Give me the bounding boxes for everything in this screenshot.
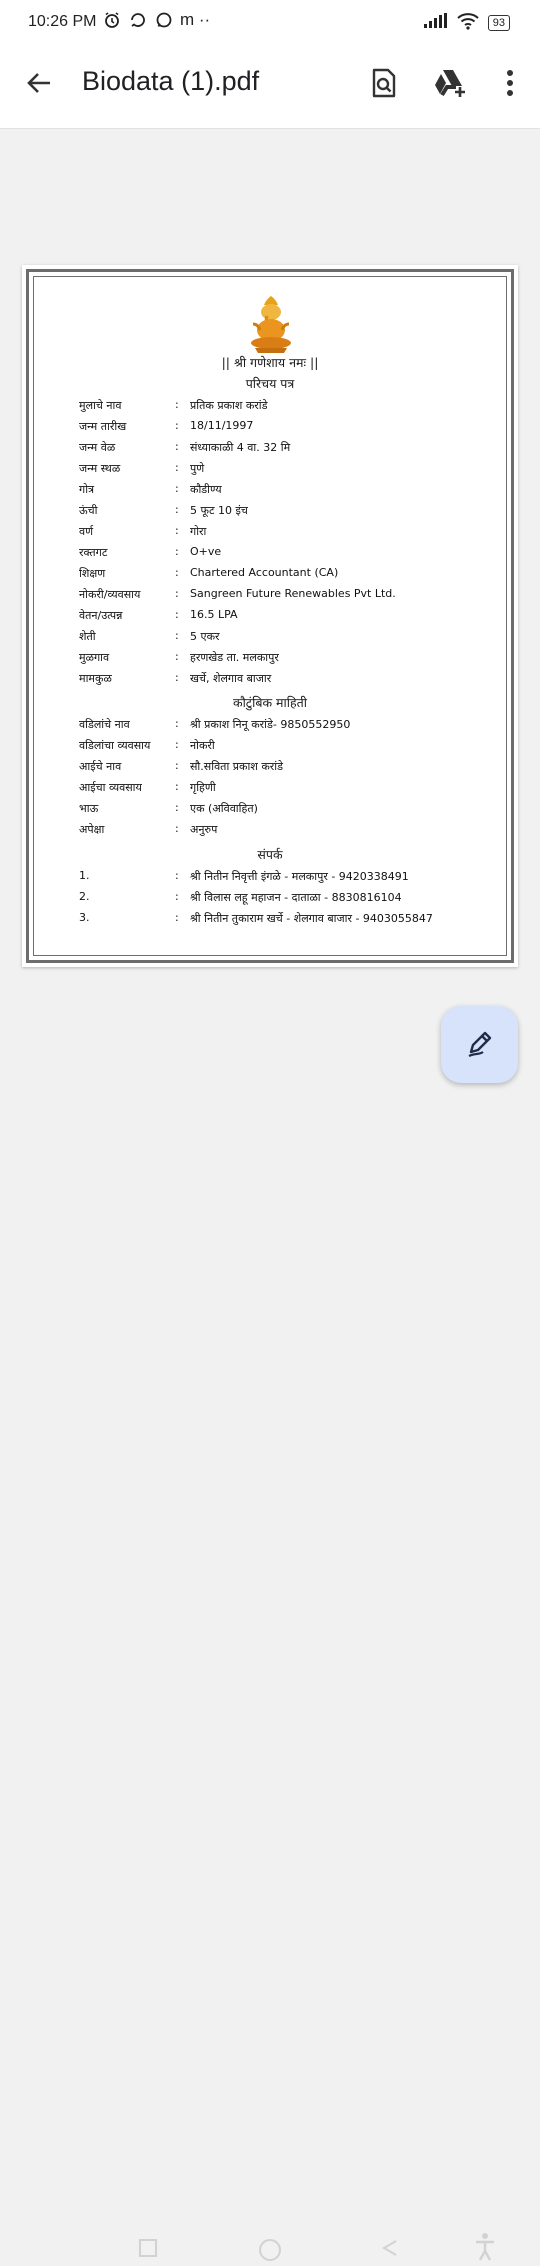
colon: : xyxy=(175,440,179,453)
alarm-clock-icon xyxy=(102,10,122,30)
field-value: गृहिणी xyxy=(190,781,216,794)
field-value: 5 फूट 10 इंच xyxy=(190,504,248,517)
home-icon[interactable] xyxy=(258,2238,282,2266)
contact-heading: संपर्क xyxy=(257,847,283,862)
whatsapp-icon xyxy=(154,10,174,30)
contact-row xyxy=(79,890,507,910)
edit-pen-icon xyxy=(465,1028,495,1062)
colon: : xyxy=(175,545,179,558)
colon: : xyxy=(175,524,179,537)
field-label: भाऊ xyxy=(79,802,99,815)
field-label: जन्म स्थळ xyxy=(79,462,121,475)
detail-row xyxy=(79,566,507,586)
colon: : xyxy=(175,869,179,882)
sync-chat-icon xyxy=(128,10,148,30)
recents-icon[interactable] xyxy=(138,2238,158,2262)
field-label: वेतन/उत्पन्न xyxy=(79,609,123,622)
field-value: कौडीण्य xyxy=(190,483,222,496)
field-label: आईचे नाव xyxy=(79,760,122,773)
contact-value: श्री नितीन निवृत्ती इंगळे - मलकापुर - 9420338491 xyxy=(190,870,409,883)
search-document-icon[interactable] xyxy=(367,66,401,100)
family-row xyxy=(79,822,507,842)
field-value: नोकरी xyxy=(190,739,215,752)
contact-value: श्री विलास लहू महाजन - दाताळा - 8830816104 xyxy=(190,891,402,904)
family-row xyxy=(79,717,507,737)
colon: : xyxy=(175,759,179,772)
accessibility-icon[interactable] xyxy=(474,2232,496,2266)
detail-row xyxy=(79,419,507,439)
field-value: हरणखेड ता. मलकापुर xyxy=(190,651,279,664)
colon: : xyxy=(175,398,179,411)
colon: : xyxy=(175,738,179,751)
pdf-page[interactable] xyxy=(22,265,518,967)
detail-row xyxy=(79,461,507,481)
system-status xyxy=(422,12,510,34)
document-title: Biodata (1).pdf xyxy=(82,66,260,96)
colon: : xyxy=(175,717,179,730)
field-label: शेती xyxy=(79,630,96,643)
field-value: Chartered Accountant (CA) xyxy=(190,566,339,579)
navigation-bar xyxy=(0,1110,540,1170)
colon: : xyxy=(175,587,179,600)
family-row xyxy=(79,780,507,800)
colon: : xyxy=(175,461,179,474)
field-value: प्रतिक प्रकाश करांडे xyxy=(190,399,268,412)
status-time: 10:26 PM xyxy=(28,13,97,30)
detail-row xyxy=(79,629,507,649)
colon: : xyxy=(175,890,179,903)
detail-row xyxy=(79,587,507,607)
field-value: खर्चे, शेलगाव बाजार xyxy=(190,672,272,685)
signal-icon xyxy=(422,13,448,33)
field-label: मामकुळ xyxy=(79,672,112,685)
field-value: श्री प्रकाश निनू करांडे- 9850552950 xyxy=(190,718,351,731)
more-vert-icon[interactable] xyxy=(493,66,527,100)
detail-row xyxy=(79,671,507,691)
doc-heading: परिचय पत्र xyxy=(245,376,295,391)
colon: : xyxy=(175,566,179,579)
contact-row xyxy=(79,869,507,889)
field-label: अपेक्षा xyxy=(79,823,105,836)
family-row xyxy=(79,801,507,821)
field-label: मुळगाव xyxy=(79,651,110,664)
colon: : xyxy=(175,671,179,684)
detail-row xyxy=(79,650,507,670)
notification-icons xyxy=(102,10,210,30)
family-row xyxy=(79,759,507,779)
family-row xyxy=(79,738,507,758)
colon: : xyxy=(175,780,179,793)
colon: : xyxy=(175,650,179,663)
field-label: आईचा व्यवसाय xyxy=(79,781,142,794)
app-bar xyxy=(0,46,540,129)
colon: : xyxy=(175,911,179,924)
field-label: रक्तगट xyxy=(79,546,108,559)
contact-value: श्री नितीन तुकाराम खर्चे - शेलगाव बाजार - 9403055847 xyxy=(190,912,433,925)
field-value: संध्याकाळी 4 वा. 32 मि xyxy=(190,441,291,454)
field-label: जन्म वेळ xyxy=(79,441,116,454)
colon: : xyxy=(175,801,179,814)
status-bar xyxy=(0,0,540,46)
notification-extra: m ·· xyxy=(180,10,211,29)
field-label: मुलाचे नाव xyxy=(79,399,122,412)
colon: : xyxy=(175,608,179,621)
colon: : xyxy=(175,503,179,516)
contact-number-label: 3. xyxy=(79,911,90,924)
add-to-drive-icon[interactable] xyxy=(433,66,467,100)
field-label: वर्ण xyxy=(79,525,94,538)
back-nav-icon[interactable] xyxy=(380,2238,400,2262)
detail-row xyxy=(79,608,507,628)
field-label: ऊंची xyxy=(79,504,98,517)
battery-indicator: 93 xyxy=(488,15,510,31)
back-arrow-icon[interactable] xyxy=(24,68,54,98)
biodata-content xyxy=(33,276,507,956)
field-label: वडिलांचे नाव xyxy=(79,718,130,731)
field-value: 5 एकर xyxy=(190,630,220,643)
family-heading: कौटुंबिक माहिती xyxy=(232,695,308,710)
wifi-icon xyxy=(456,12,480,34)
field-value: पुणे xyxy=(190,462,205,475)
field-label: जन्म तारीख xyxy=(79,420,127,433)
detail-row xyxy=(79,545,507,565)
field-label: शिक्षण xyxy=(79,567,106,580)
detail-row xyxy=(79,503,507,523)
detail-row xyxy=(79,524,507,544)
field-label: नोकरी/व्यवसाय xyxy=(79,588,141,601)
detail-row xyxy=(79,440,507,460)
field-value: एक (अविवाहित) xyxy=(190,802,258,815)
field-value: अनुरुप xyxy=(190,823,218,836)
field-value: गोरा xyxy=(190,525,207,538)
field-value: 16.5 LPA xyxy=(190,608,238,621)
field-value: 18/11/1997 xyxy=(190,419,254,432)
contact-number-label: 2. xyxy=(79,890,90,903)
field-label: गोत्र xyxy=(79,483,95,496)
colon: : xyxy=(175,822,179,835)
contact-row xyxy=(79,911,507,931)
field-value: सौ.सविता प्रकाश करांडे xyxy=(190,760,284,773)
detail-row xyxy=(79,398,507,418)
field-value: O+ve xyxy=(190,545,222,558)
ganesha-image xyxy=(245,294,297,354)
field-label: वडिलांचा व्यवसाय xyxy=(79,739,151,752)
colon: : xyxy=(175,629,179,642)
detail-row xyxy=(79,482,507,502)
colon: : xyxy=(175,482,179,495)
shloka: || श्री गणेशाय नमः || xyxy=(221,355,319,370)
colon: : xyxy=(175,419,179,432)
edit-fab-button[interactable] xyxy=(441,1006,518,1083)
contact-number-label: 1. xyxy=(79,869,90,882)
field-value: Sangreen Future Renewables Pvt Ltd. xyxy=(190,587,396,600)
